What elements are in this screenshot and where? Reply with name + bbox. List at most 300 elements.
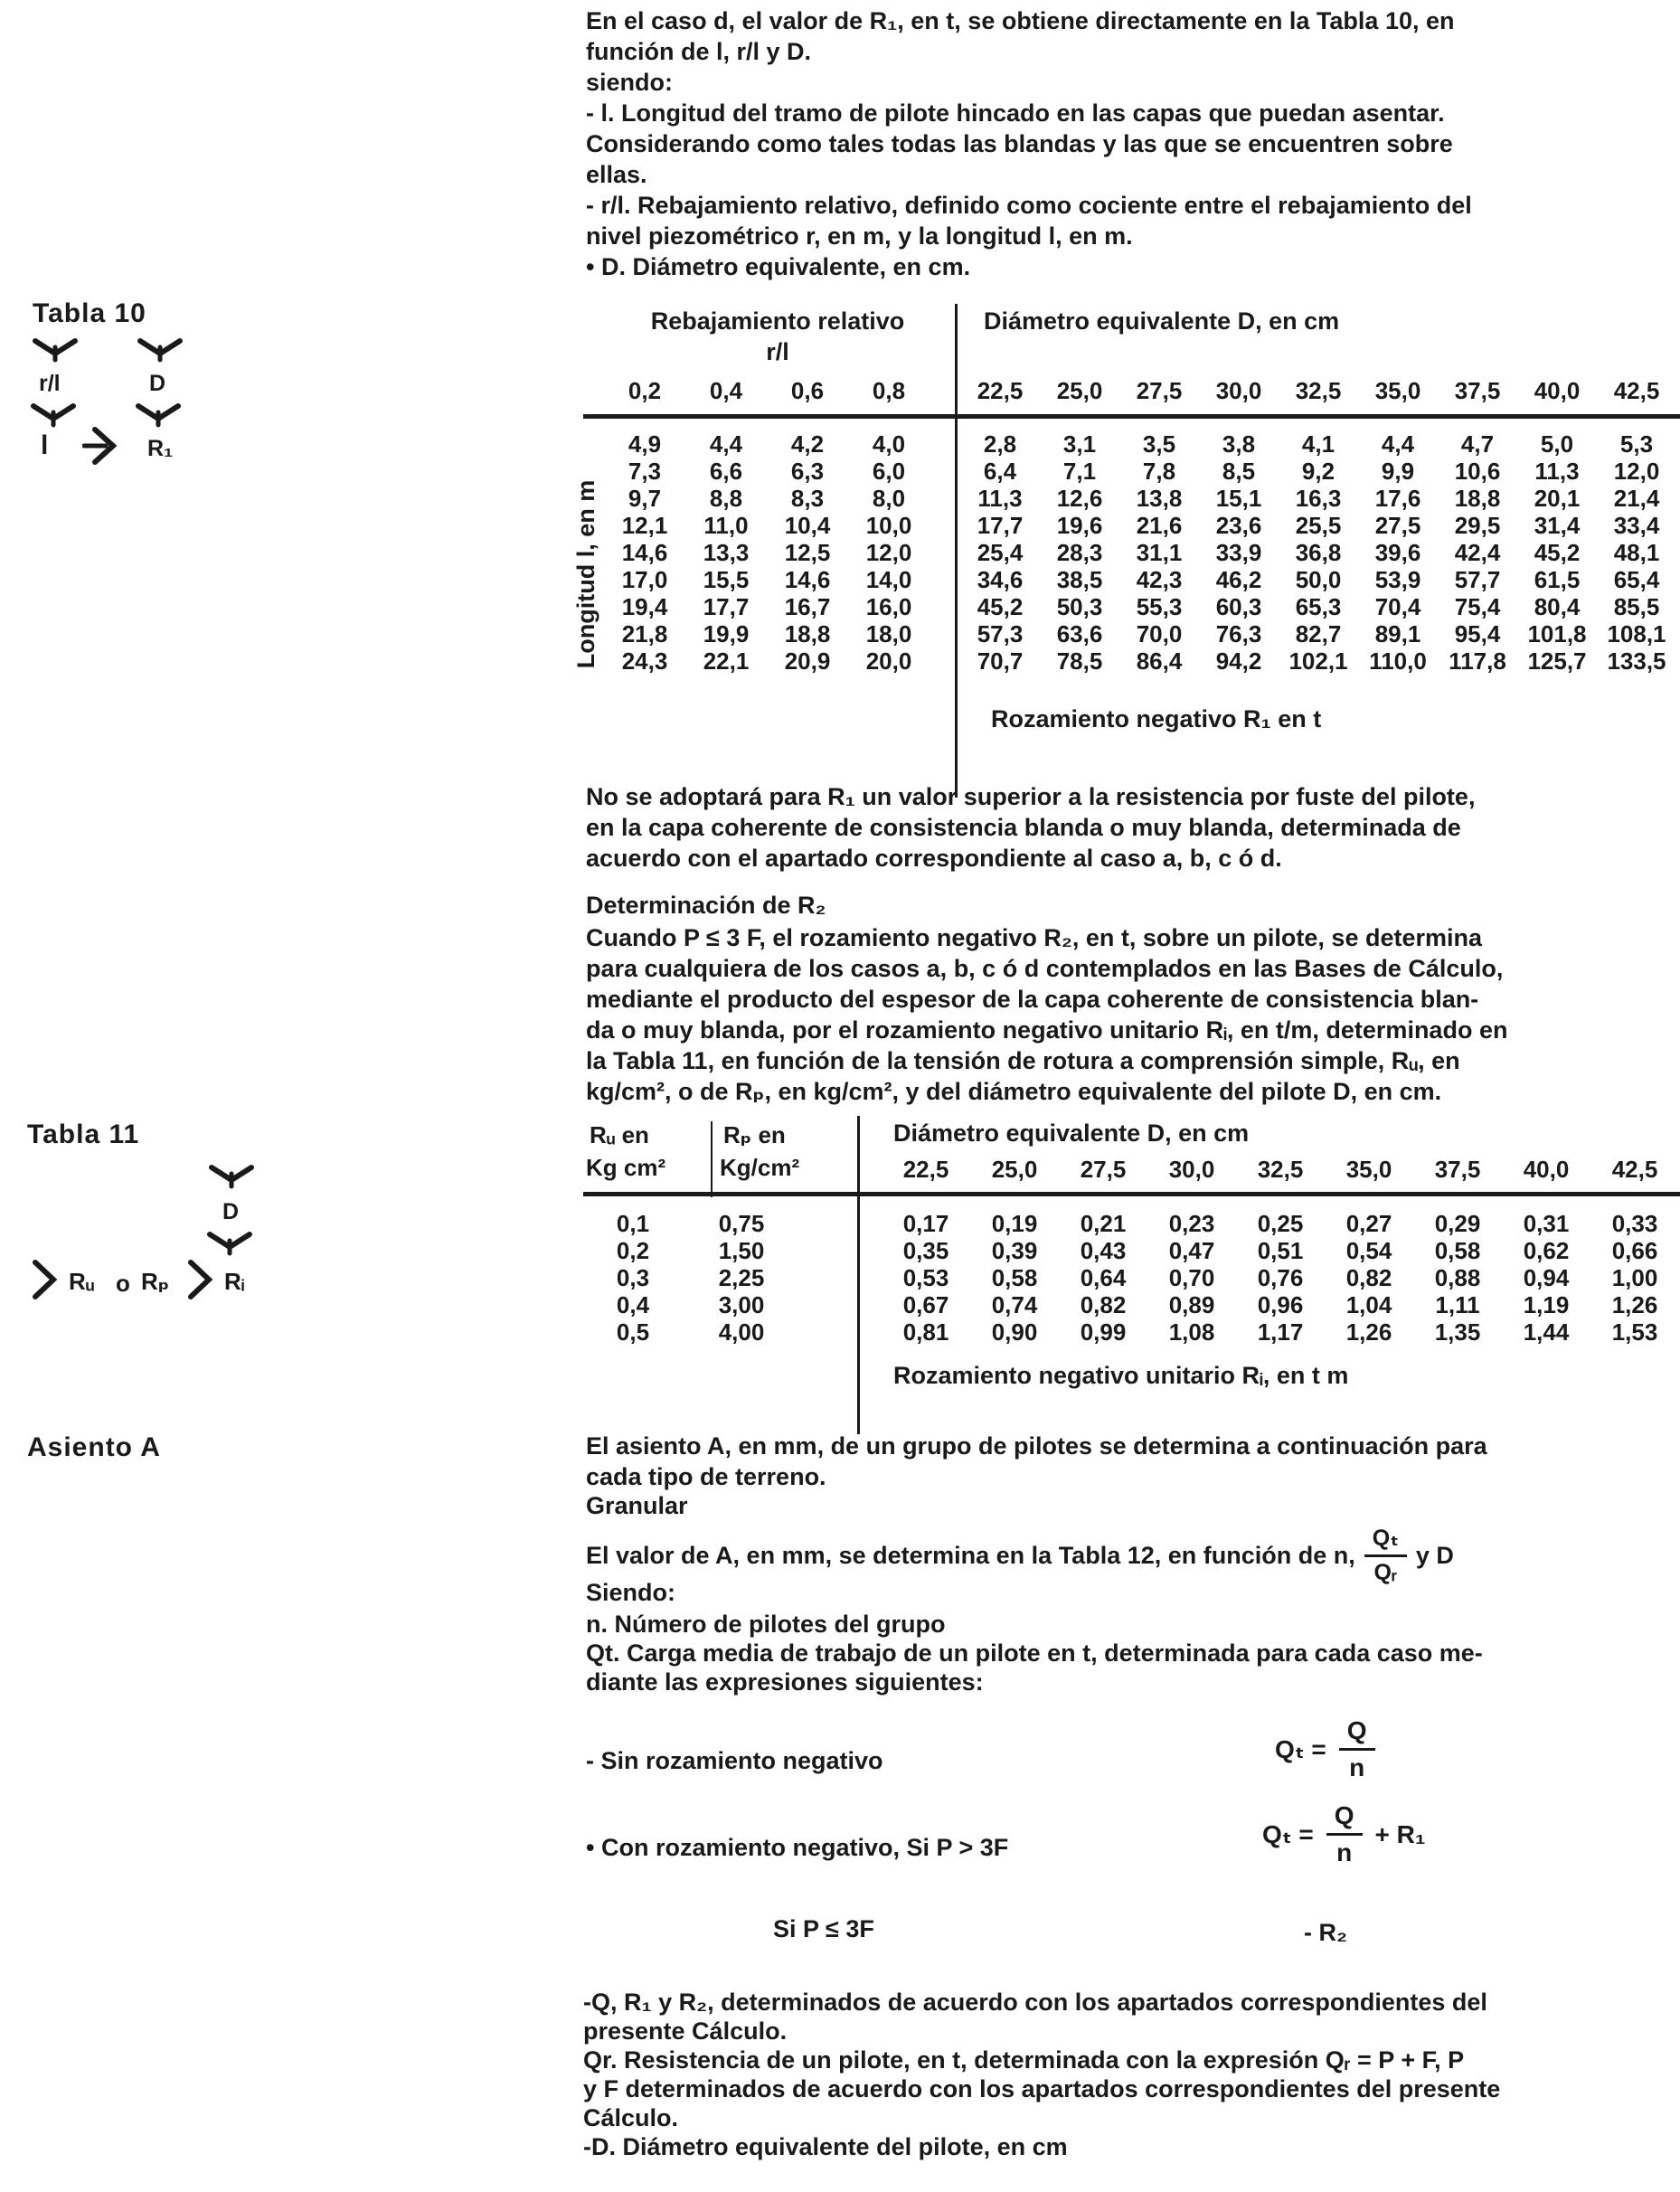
cell: 19,4 xyxy=(621,593,668,620)
diagram-input-rl: r/l xyxy=(39,371,61,396)
diagram-input-d: D xyxy=(149,371,166,396)
cell: 13,8 xyxy=(1136,485,1183,512)
cell: 0,53 xyxy=(902,1264,949,1291)
text-line: No se adoptará para R₁ un valor superior a la resistencia por fuste del pilote, xyxy=(586,783,1476,810)
text-line: cada tipo de terreno. xyxy=(586,1463,826,1490)
spacer xyxy=(930,458,960,485)
text-line: Qr. Resistencia de un pilote, en t, determinada con la expresión Qᵣ = P + F, P xyxy=(583,2046,1465,2074)
text-line: kg/cm², o de Rₚ, en kg/cm², y del diámetro equivalente del pilote D, en cm. xyxy=(586,1078,1442,1105)
cell: 20,0 xyxy=(865,647,912,675)
formula-rhs: + R₁ xyxy=(1374,1819,1426,1848)
spacer xyxy=(930,485,960,512)
cell: 4,4 xyxy=(1381,430,1415,458)
cell: 15,1 xyxy=(1215,485,1262,512)
cell: 0,5 xyxy=(616,1318,650,1346)
cell: 78,5 xyxy=(1056,647,1103,675)
cell: 101,8 xyxy=(1527,620,1587,647)
cell: 50,0 xyxy=(1295,566,1342,593)
cell: 10,4 xyxy=(784,512,831,539)
tabla10-diagram xyxy=(30,331,220,485)
cell: 0,58 xyxy=(991,1264,1038,1291)
footer-definitions xyxy=(583,1988,1500,2161)
cell: 1,08 xyxy=(1168,1318,1215,1346)
cell: 102,1 xyxy=(1288,647,1348,675)
col-header: 27,5 xyxy=(1080,1156,1127,1183)
formula-lhs: Qₜ = xyxy=(1262,1820,1314,1848)
cell: 16,0 xyxy=(865,593,912,620)
formula3-rhs: - R₂ xyxy=(1304,1919,1347,1946)
tabla10-axis-label: Longitud l, en m xyxy=(572,479,599,669)
granular-subheading: Granular xyxy=(586,1492,688,1519)
cell: 0,82 xyxy=(1345,1264,1392,1291)
diagram-ru: Rᵤ xyxy=(69,1268,95,1295)
q-n-fraction xyxy=(1326,1801,1363,1867)
cell: 1,26 xyxy=(1611,1291,1658,1318)
cell: 0,81 xyxy=(902,1318,949,1346)
spacer xyxy=(930,566,960,593)
cell: 4,1 xyxy=(1301,430,1336,458)
cell: 0,39 xyxy=(991,1237,1038,1264)
table-row xyxy=(604,647,1676,675)
col-header: 30,0 xyxy=(1215,377,1262,404)
cell: 85,5 xyxy=(1613,593,1660,620)
cell: 17,0 xyxy=(621,566,668,593)
cell: 0,21 xyxy=(1080,1210,1127,1237)
table-row xyxy=(588,1237,1679,1264)
asiento-paragraph xyxy=(586,1431,1487,1492)
cell: 0,29 xyxy=(1434,1210,1481,1237)
fraction-denominator: Qᵣ xyxy=(1373,1560,1398,1585)
cell: 45,2 xyxy=(977,593,1024,620)
cell: 1,35 xyxy=(1434,1318,1481,1346)
cell: 1,04 xyxy=(1345,1291,1392,1318)
cell: 14,0 xyxy=(865,566,912,593)
cell: 17,7 xyxy=(703,593,750,620)
cell: 12,0 xyxy=(1613,458,1660,485)
tabla10-column-headers xyxy=(604,377,1676,406)
cell: 82,7 xyxy=(1295,620,1342,647)
table-row xyxy=(604,539,1676,566)
col-header: 25,0 xyxy=(991,1156,1038,1183)
spacer xyxy=(805,1210,882,1237)
col-header: 37,5 xyxy=(1434,1156,1481,1183)
spacer xyxy=(805,1237,882,1264)
siendo-label: Siendo: xyxy=(586,1579,675,1606)
cell: 70,4 xyxy=(1374,593,1421,620)
cell: 24,3 xyxy=(621,647,668,675)
cell: 8,0 xyxy=(872,485,906,512)
valor-prefix: El valor de A, en mm, se determina en la Tabla 12, en función de n, xyxy=(586,1541,1355,1569)
cell: 31,4 xyxy=(1534,512,1581,539)
cell: 0,62 xyxy=(1523,1237,1570,1264)
cell: 4,2 xyxy=(790,430,825,458)
formula2-label: • Con rozamiento negativo, Si P > 3F xyxy=(586,1834,1009,1861)
cell: 48,1 xyxy=(1613,539,1660,566)
cell: 6,6 xyxy=(709,458,743,485)
text-line: da o muy blanda, por el rozamiento negativo unitario Rᵢ, en t/m, determinado en xyxy=(586,1016,1508,1044)
text-line: siendo: xyxy=(586,69,674,96)
cell: 0,90 xyxy=(991,1318,1038,1346)
text-line: - r/l. Rebajamiento relativo, definido como cociente entre el rebajamiento del xyxy=(586,192,1472,219)
cell: 10,6 xyxy=(1454,458,1501,485)
cell: 0,67 xyxy=(902,1291,949,1318)
cell: 57,7 xyxy=(1454,566,1501,593)
text-line: en la capa coherente de consistencia blanda o muy blanda, determinada de xyxy=(586,814,1461,841)
table-row xyxy=(604,458,1676,485)
cell: 0,88 xyxy=(1434,1264,1481,1291)
cell: 5,3 xyxy=(1619,430,1654,458)
cell: 25,5 xyxy=(1295,512,1342,539)
cell: 9,9 xyxy=(1381,458,1415,485)
cell: 1,11 xyxy=(1435,1291,1480,1318)
diagram-rp: Rₚ xyxy=(141,1268,170,1295)
cell: 11,0 xyxy=(703,512,749,539)
cell: 15,5 xyxy=(703,566,750,593)
cell: 0,51 xyxy=(1257,1237,1304,1264)
cell: 0,82 xyxy=(1080,1291,1127,1318)
cell: 0,35 xyxy=(902,1237,949,1264)
table-row xyxy=(604,566,1676,593)
diagram-ri: Rᵢ xyxy=(224,1268,245,1295)
cell: 18,8 xyxy=(784,620,831,647)
table-row xyxy=(588,1210,1679,1237)
tabla10-left-title: Rebajamiento relativo xyxy=(650,307,905,335)
cell: 0,2 xyxy=(616,1237,650,1264)
diagram-o: o xyxy=(116,1270,130,1297)
text-line: • D. Diámetro equivalente, en cm. xyxy=(586,253,971,280)
cell: 3,00 xyxy=(718,1291,765,1318)
text-line: nivel piezométrico r, en m, y la longitud l, en m. xyxy=(586,222,1133,250)
col-header: 27,5 xyxy=(1136,377,1183,404)
tabla10-top-rule xyxy=(583,414,1680,419)
cell: 4,0 xyxy=(872,430,906,458)
cell: 12,1 xyxy=(621,512,668,539)
text-line: para cualquiera de los casos a, b, c ó d contemplados en las Bases de Cálculo, xyxy=(586,955,1504,982)
cell: 7,8 xyxy=(1142,458,1176,485)
text-line: En el caso d, el valor de R₁, en t, se obtiene directamente en la Tabla 10, en xyxy=(586,7,1455,34)
cell: 108,1 xyxy=(1607,620,1666,647)
col-header: 0,2 xyxy=(628,377,662,404)
cell: 65,3 xyxy=(1295,593,1342,620)
cell: 25,4 xyxy=(977,539,1024,566)
chevron-down-icon xyxy=(206,1230,253,1257)
cell: 0,75 xyxy=(718,1210,765,1237)
intro-paragraph xyxy=(586,5,1472,282)
cell: 6,4 xyxy=(983,458,1017,485)
cell: 12,0 xyxy=(865,539,912,566)
cell: 28,3 xyxy=(1056,539,1103,566)
cell: 3,5 xyxy=(1142,430,1176,458)
cell: 63,6 xyxy=(1056,620,1103,647)
tabla11-rp-units: Kg/cm² xyxy=(720,1154,800,1181)
col-header: 35,0 xyxy=(1345,1156,1392,1183)
cell: 21,8 xyxy=(621,620,668,647)
col-header: 0,4 xyxy=(709,377,743,404)
cell: 6,3 xyxy=(790,458,825,485)
asiento-heading: Asiento A xyxy=(27,1432,161,1462)
text-line: función de l, r/l y D. xyxy=(586,38,812,65)
cell: 21,4 xyxy=(1613,485,1660,512)
cell: 46,2 xyxy=(1215,566,1262,593)
text-line: n. Número de pilotes del grupo xyxy=(586,1611,946,1638)
table-row xyxy=(604,512,1676,539)
table-row xyxy=(604,485,1676,512)
diagram-from-l: l xyxy=(41,430,50,460)
cell: 0,17 xyxy=(902,1210,949,1237)
cell: 27,5 xyxy=(1374,512,1421,539)
cell: 1,53 xyxy=(1611,1318,1658,1346)
cell: 12,5 xyxy=(784,539,831,566)
cell: 0,54 xyxy=(1345,1237,1392,1264)
tabla11-ru-units: Kg cm² xyxy=(586,1154,666,1181)
cell: 0,70 xyxy=(1168,1264,1215,1291)
chevron-down-icon xyxy=(32,336,79,364)
cell: 36,8 xyxy=(1295,539,1342,566)
tabla10-left-sub: r/l xyxy=(766,338,789,365)
cell: 80,4 xyxy=(1534,593,1581,620)
tabla10-right-title: Diámetro equivalente D, en cm xyxy=(984,307,1340,335)
cell: 0,66 xyxy=(1611,1237,1658,1264)
spacer xyxy=(930,647,960,675)
tabla11-right-title: Diámetro equivalente D, en cm xyxy=(893,1120,1250,1147)
cell: 2,25 xyxy=(718,1264,765,1291)
cell: 4,9 xyxy=(628,430,662,458)
cell: 39,6 xyxy=(1374,539,1421,566)
qt-qr-fraction xyxy=(1364,1525,1407,1586)
cell: 8,3 xyxy=(790,485,825,512)
cell: 70,0 xyxy=(1136,620,1183,647)
tabla10-label: Tabla 10 xyxy=(33,298,146,328)
asiento-definitions xyxy=(586,1610,1483,1696)
fraction-numerator: Q xyxy=(1326,1801,1363,1836)
cell: 94,2 xyxy=(1215,647,1262,675)
cell: 8,8 xyxy=(709,485,743,512)
col-header: 25,0 xyxy=(1056,377,1103,404)
text-line: Considerando como tales todas las blandas y las que se encuentren sobre xyxy=(586,130,1453,157)
table-row xyxy=(604,430,1676,458)
cell: 1,44 xyxy=(1523,1318,1570,1346)
col-header: 0,8 xyxy=(872,377,906,404)
cell: 11,3 xyxy=(977,485,1023,512)
text-line: - l. Longitud del tramo de pilote hincado en las capas que puedan asentar. xyxy=(586,99,1445,127)
cell: 0,23 xyxy=(1168,1210,1215,1237)
cell: 8,5 xyxy=(1222,458,1256,485)
formula2 xyxy=(1262,1801,1425,1867)
cell: 0,31 xyxy=(1523,1210,1570,1237)
tabla11-top-rule xyxy=(583,1192,1680,1196)
text-line: y F determinados de acuerdo con los apartados correspondientes del presente xyxy=(583,2075,1501,2102)
cell: 22,1 xyxy=(703,647,750,675)
cell: 1,50 xyxy=(718,1237,765,1264)
col-header: 42,5 xyxy=(1611,1156,1658,1183)
cell: 7,3 xyxy=(628,458,662,485)
cell: 17,7 xyxy=(977,512,1024,539)
formula1-label: - Sin rozamiento negativo xyxy=(586,1747,883,1774)
text-line: El asiento A, en mm, de un grupo de pilotes se determina a continuación para xyxy=(586,1432,1487,1460)
cell: 19,6 xyxy=(1056,512,1103,539)
cell: 0,27 xyxy=(1345,1210,1392,1237)
cell: 4,7 xyxy=(1460,430,1495,458)
arrow-right-icon xyxy=(82,425,122,467)
cell: 18,8 xyxy=(1454,485,1501,512)
chevron-down-icon xyxy=(208,1163,255,1190)
text-line: la Tabla 11, en función de la tensión de rotura a comprensión simple, Rᵤ, en xyxy=(586,1047,1460,1074)
cell: 23,6 xyxy=(1215,512,1262,539)
table-row xyxy=(588,1264,1679,1291)
cell: 7,1 xyxy=(1062,458,1097,485)
tabla11-rp-header: Rₚ en xyxy=(723,1121,786,1148)
tabla11-ru-header: Rᵤ en xyxy=(590,1121,649,1148)
cell: 29,5 xyxy=(1454,512,1501,539)
fraction-numerator: Qₜ xyxy=(1364,1525,1407,1557)
cell: 9,2 xyxy=(1301,458,1336,485)
cell: 0,58 xyxy=(1434,1237,1481,1264)
cell: 86,4 xyxy=(1136,647,1183,675)
valor-suffix: y D xyxy=(1415,1541,1454,1569)
cell: 1,17 xyxy=(1257,1318,1304,1346)
spacer xyxy=(930,430,960,458)
cell: 55,3 xyxy=(1136,593,1183,620)
spacer xyxy=(930,620,960,647)
tabla11-label: Tabla 11 xyxy=(27,1120,140,1149)
col-header: 35,0 xyxy=(1374,377,1421,404)
cell: 57,3 xyxy=(977,620,1024,647)
cell: 42,3 xyxy=(1136,566,1183,593)
col-header: 32,5 xyxy=(1295,377,1342,404)
col-header: 0,6 xyxy=(790,377,825,404)
table-row xyxy=(604,620,1676,647)
cell: 21,6 xyxy=(1136,512,1183,539)
cell: 0,4 xyxy=(616,1291,650,1318)
col-header: 30,0 xyxy=(1168,1156,1215,1183)
tabla11-diagram xyxy=(0,1157,289,1311)
cell: 50,3 xyxy=(1056,593,1103,620)
cell: 17,6 xyxy=(1374,485,1421,512)
cell: 0,19 xyxy=(991,1210,1038,1237)
col-header: 42,5 xyxy=(1613,377,1660,404)
cell: 16,7 xyxy=(784,593,831,620)
col-header: 37,5 xyxy=(1454,377,1501,404)
tabla10-body xyxy=(604,430,1676,675)
fraction-denominator: n xyxy=(1336,1838,1353,1866)
cell: 76,3 xyxy=(1215,620,1262,647)
cell: 0,94 xyxy=(1523,1264,1570,1291)
cell: 4,4 xyxy=(709,430,743,458)
cell: 14,6 xyxy=(784,566,831,593)
cell: 12,6 xyxy=(1056,485,1103,512)
col-header: 22,5 xyxy=(977,377,1024,404)
cell: 3,8 xyxy=(1222,430,1256,458)
cell: 6,0 xyxy=(872,458,906,485)
cell: 2,8 xyxy=(983,430,1017,458)
cell: 65,4 xyxy=(1613,566,1660,593)
cell: 0,33 xyxy=(1611,1210,1658,1237)
spacer xyxy=(930,512,960,539)
formula3-condition: Si P ≤ 3F xyxy=(773,1915,874,1942)
formula1 xyxy=(1275,1716,1375,1782)
cell: 16,3 xyxy=(1295,485,1342,512)
det-r2-heading: Determinación de R₂ xyxy=(586,892,826,919)
text-line: Qt. Carga media de trabajo de un pilote en t, determinada para cada caso me- xyxy=(586,1639,1483,1667)
cell: 117,8 xyxy=(1449,647,1506,675)
table-row xyxy=(588,1318,1679,1346)
table-row xyxy=(604,593,1676,620)
text-line: -D. Diámetro equivalente del pilote, en cm xyxy=(583,2133,1068,2160)
cell: 89,1 xyxy=(1374,620,1421,647)
cell: 60,3 xyxy=(1215,593,1262,620)
formula-lhs: Qₜ = xyxy=(1275,1735,1326,1763)
cell: 34,6 xyxy=(977,566,1024,593)
spacer xyxy=(930,593,960,620)
spacer xyxy=(805,1318,882,1346)
chevron-down-icon xyxy=(30,402,77,429)
limit-paragraph xyxy=(586,781,1475,874)
cell: 1,19 xyxy=(1523,1291,1570,1318)
q-n-fraction xyxy=(1339,1716,1375,1782)
tabla11-column-headers xyxy=(882,1156,1679,1185)
chevron-right-icon xyxy=(31,1259,58,1300)
cell: 70,7 xyxy=(977,647,1024,675)
cell: 20,1 xyxy=(1534,485,1581,512)
text-line: diante las expresiones siguientes: xyxy=(586,1668,984,1696)
cell: 20,9 xyxy=(784,647,831,675)
cell: 33,4 xyxy=(1613,512,1660,539)
det-r2-paragraph xyxy=(586,922,1507,1107)
cell: 18,0 xyxy=(865,620,912,647)
cell: 0,1 xyxy=(616,1210,650,1237)
table-row xyxy=(588,1291,1679,1318)
cell: 75,4 xyxy=(1454,593,1501,620)
chevron-down-icon xyxy=(135,402,182,429)
cell: 0,76 xyxy=(1257,1264,1304,1291)
tabla11-body xyxy=(588,1210,1679,1346)
cell: 42,4 xyxy=(1454,539,1501,566)
cell: 0,47 xyxy=(1168,1237,1215,1264)
cell: 0,99 xyxy=(1080,1318,1127,1346)
cell: 33,9 xyxy=(1215,539,1262,566)
cell: 0,25 xyxy=(1257,1210,1304,1237)
chevron-right-icon xyxy=(186,1259,213,1300)
text-line: Cálculo. xyxy=(583,2104,679,2131)
cell: 0,43 xyxy=(1080,1237,1127,1264)
col-header: 22,5 xyxy=(902,1156,949,1183)
col-header: 40,0 xyxy=(1523,1156,1570,1183)
fraction-numerator: Q xyxy=(1339,1716,1375,1751)
tabla10-caption: Rozamiento negativo R₁ en t xyxy=(991,705,1322,732)
cell: 1,26 xyxy=(1345,1318,1392,1346)
cell: 19,9 xyxy=(703,620,750,647)
cell: 5,0 xyxy=(1540,430,1574,458)
cell: 38,5 xyxy=(1056,566,1103,593)
valor-line xyxy=(586,1525,1454,1586)
text-line: Cuando P ≤ 3 F, el rozamiento negativo R₂, en t, sobre un pilote, se determina xyxy=(586,924,1482,951)
text-line: mediante el producto del espesor de la capa coherente de consistencia blan- xyxy=(586,986,1479,1013)
cell: 31,1 xyxy=(1136,539,1183,566)
cell: 3,1 xyxy=(1062,430,1097,458)
text-line: ellas. xyxy=(586,161,647,188)
cell: 61,5 xyxy=(1534,566,1581,593)
col-header: 40,0 xyxy=(1534,377,1581,404)
tabla11-header-divider xyxy=(711,1121,713,1197)
text-line: acuerdo con el apartado correspondiente al caso a, b, c ó d. xyxy=(586,845,1282,872)
text-line: presente Cálculo. xyxy=(583,2017,788,2045)
cell: 133,5 xyxy=(1607,647,1666,675)
col-header: 32,5 xyxy=(1257,1156,1304,1183)
cell: 110,0 xyxy=(1369,647,1427,675)
spacer xyxy=(805,1291,882,1318)
diagram-input-d: D xyxy=(222,1199,240,1224)
cell: 4,00 xyxy=(718,1318,765,1346)
